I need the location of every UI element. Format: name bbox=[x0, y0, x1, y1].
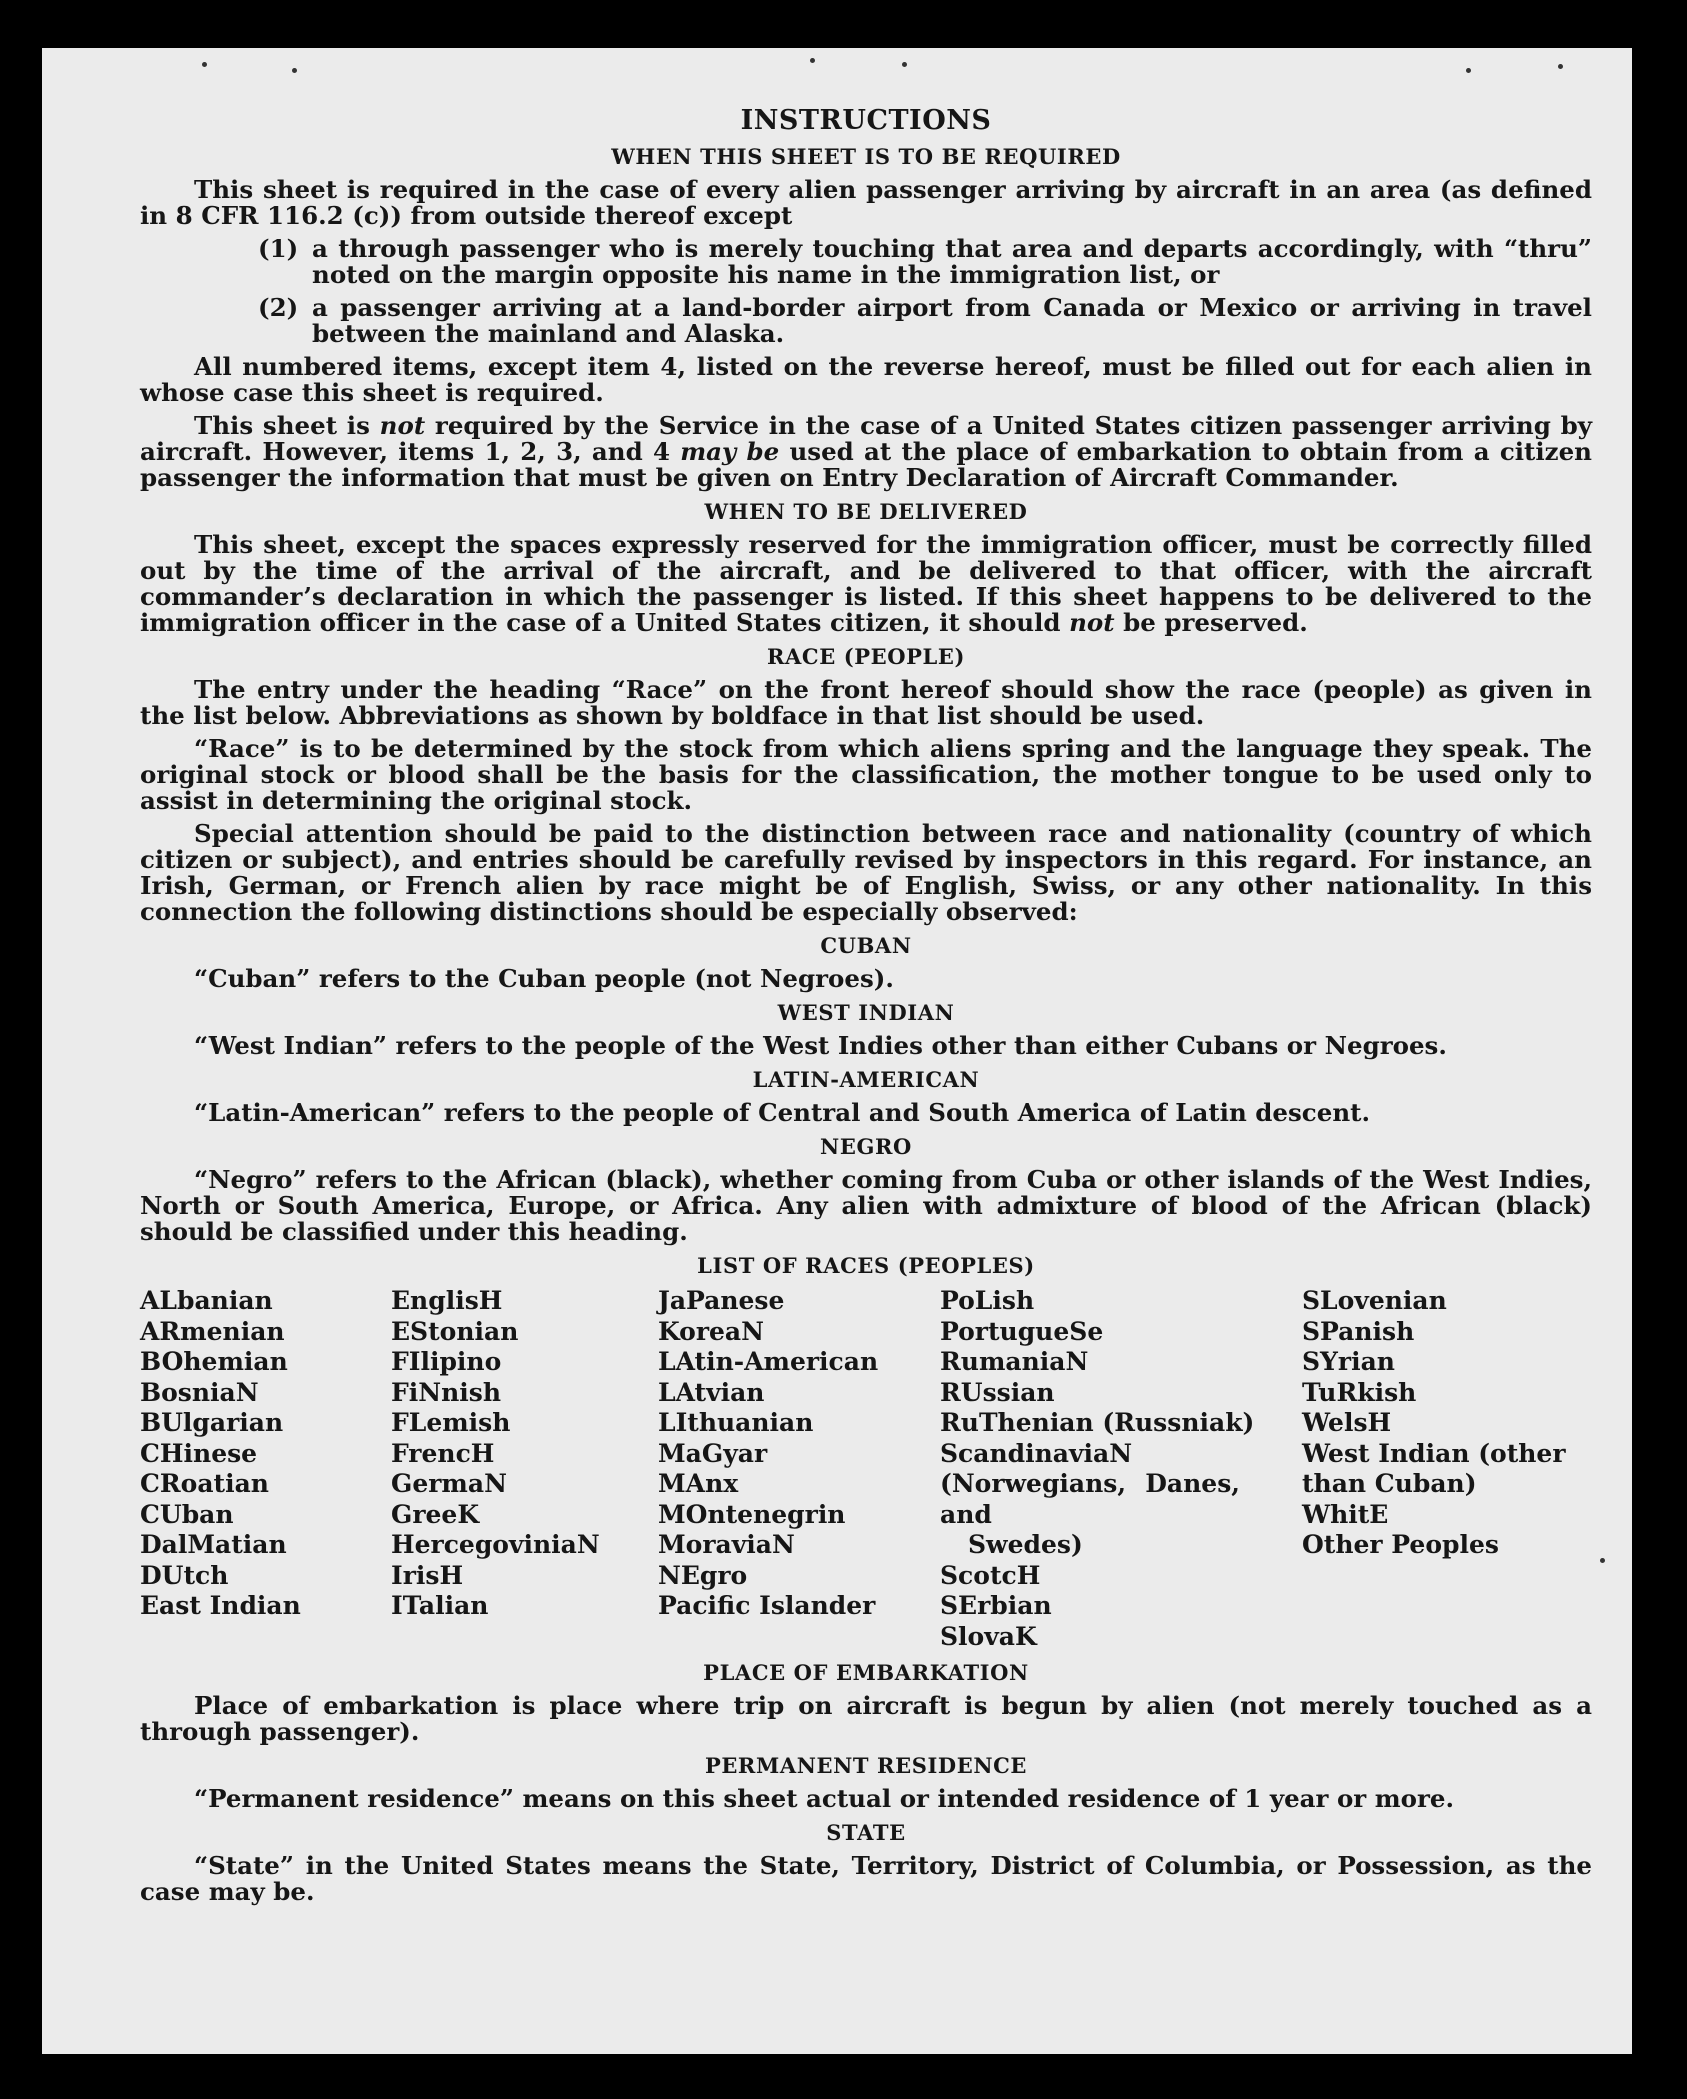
race-item: MoraviaN bbox=[658, 1530, 795, 1559]
heading-when-delivered: WHEN TO BE DELIVERED bbox=[704, 499, 1028, 524]
race-item: SYrian bbox=[1302, 1347, 1395, 1376]
scan-speck bbox=[810, 58, 815, 63]
race-item: BOhemian bbox=[140, 1347, 288, 1376]
race-item: SLovenian bbox=[1302, 1286, 1447, 1315]
latin-american-definition: “Latin-American” refers to the people of Central and South America of Latin descent. bbox=[194, 1098, 1370, 1127]
race-paragraph-1: The entry under the heading “Race” on the front hereof should show the race (people) as given in the list below. Abbreviations as shown by boldface in that list should be used. bbox=[140, 675, 1592, 730]
list-text: a passenger arriving at a land-border airport from Canada or Mexico or arriving in travel between the mainland and Alaska. bbox=[312, 293, 1592, 348]
race-item: DUtch bbox=[140, 1560, 229, 1590]
race-item: SErbian bbox=[940, 1591, 1052, 1620]
race-item: LIthuanian bbox=[658, 1408, 814, 1437]
race-item: ScandinaviaN (Norwegians, Danes, and bbox=[940, 1438, 1240, 1529]
instructions-content bbox=[140, 106, 1592, 1912]
list-number: (1) bbox=[258, 234, 299, 263]
races-group bbox=[1302, 1500, 1592, 1561]
scan-speck bbox=[902, 62, 907, 67]
race-item: IrisH bbox=[391, 1560, 464, 1590]
heading-negro: NEGRO bbox=[820, 1134, 912, 1159]
heading-state: STATE bbox=[826, 1820, 906, 1845]
races-list bbox=[140, 1286, 1592, 1652]
race-item: NEgro bbox=[658, 1560, 748, 1590]
race-item: MaGyar bbox=[658, 1438, 768, 1468]
race-item: EnglisH bbox=[391, 1286, 503, 1315]
race-item: GreeK bbox=[391, 1499, 480, 1529]
races-column-1 bbox=[140, 1286, 391, 1652]
heading-latin-american: LATIN-AMERICAN bbox=[752, 1067, 980, 1092]
scan-speck bbox=[1600, 1558, 1605, 1563]
heading-cuban: CUBAN bbox=[820, 933, 912, 958]
race-item: LAtin-American bbox=[658, 1347, 879, 1376]
heading-place-of-embarkation: PLACE OF EMBARKATION bbox=[703, 1660, 1029, 1685]
race-item: West Indian (other bbox=[1302, 1438, 1566, 1468]
race-item: ITalian bbox=[391, 1591, 489, 1620]
race-item: EStonian bbox=[391, 1316, 519, 1346]
document-page bbox=[42, 48, 1632, 2054]
race-item: TuRkish bbox=[1302, 1377, 1417, 1407]
races-column-4 bbox=[940, 1286, 1302, 1652]
race-item: KoreaN bbox=[658, 1316, 764, 1346]
race-item: DalMatian bbox=[140, 1530, 287, 1559]
exception-item-1 bbox=[140, 236, 1592, 288]
race-item: CHinese bbox=[140, 1438, 258, 1468]
citizen-paragraph: This sheet is not required by the Service in the case of a United States citizen passenger arriving by aircraft. However, items 1, 2, 3, and 4 may be used at the place of embarkation to obtain from a citizen passenger the information that must be given on Entry Declaration of Aircraft Commander. bbox=[140, 411, 1592, 492]
page-title: INSTRUCTIONS bbox=[740, 105, 992, 136]
when-required-intro: This sheet is required in the case of every alien passenger arriving by aircraft in an area (as defined in 8 CFR 116.2 (c)) from outside thereof except bbox=[140, 175, 1592, 230]
race-paragraph-2: “Race” is to be determined by the stock from which aliens spring and the language they speak. The original stock or blood shall be the basis for the classification, the mother tongue to be used only to assist in determining the original stock. bbox=[140, 734, 1592, 815]
race-item: ALbanian bbox=[140, 1286, 273, 1315]
heading-list-of-races: LIST OF RACES (PEOPLES) bbox=[697, 1253, 1035, 1278]
race-item: CUban bbox=[140, 1499, 234, 1529]
race-item: SPanish bbox=[1302, 1316, 1415, 1346]
race-item: MAnx bbox=[658, 1469, 739, 1498]
exception-item-2 bbox=[140, 295, 1592, 347]
race-item: FrencH bbox=[391, 1438, 495, 1468]
list-text: a through passenger who is merely touching that area and departs accordingly, with “thru” noted on the margin opposite his name in the immigration list, or bbox=[312, 234, 1592, 289]
heading-west-indian: WEST INDIAN bbox=[777, 1000, 955, 1025]
race-item: East Indian bbox=[140, 1591, 301, 1620]
residence-definition: “Permanent residence” means on this sheet actual or intended residence of 1 year or more. bbox=[194, 1784, 1455, 1813]
scan-speck bbox=[292, 68, 297, 73]
race-item: GermaN bbox=[391, 1469, 507, 1498]
race-item: HercegoviniaN bbox=[391, 1530, 600, 1559]
race-item: CRoatian bbox=[140, 1469, 269, 1498]
races-column-5 bbox=[1302, 1286, 1592, 1652]
race-item: ARmenian bbox=[140, 1316, 285, 1346]
negro-definition: “Negro” refers to the African (black), whether coming from Cuba or other islands of the West Indies, North or South America, Europe, or Africa. Any alien with admixture of blood of the African (black) should be classified under this heading. bbox=[140, 1165, 1592, 1246]
race-item-continuation: Swedes) bbox=[968, 1530, 1083, 1559]
race-item: JaPanese bbox=[658, 1286, 785, 1315]
races-group bbox=[940, 1286, 1302, 1439]
race-item: WelsH bbox=[1302, 1408, 1392, 1437]
scan-speck bbox=[1466, 68, 1471, 73]
embarkation-definition: Place of embarkation is place where trip on aircraft is begun by alien (not merely touched as a through passenger). bbox=[140, 1691, 1592, 1746]
race-item: BUlgarian bbox=[140, 1408, 284, 1437]
race-paragraph-3: Special attention should be paid to the distinction between race and nationality (country of which citizen or subject), and entries should be carefully revised by inspectors in this regard. For instance, an Irish, German, or French alien by race might be of English, Swiss, or any other nationality. In this connection the following distinctions should be especially observed: bbox=[140, 819, 1592, 926]
races-column-2 bbox=[391, 1286, 658, 1652]
race-item-continuation: than Cuban) bbox=[1302, 1469, 1477, 1498]
scan-speck bbox=[202, 62, 207, 67]
heading-race: RACE (PEOPLE) bbox=[766, 644, 966, 669]
race-item: RumaniaN bbox=[940, 1347, 1089, 1376]
races-group bbox=[1302, 1286, 1592, 1439]
race-item: ScotcH bbox=[940, 1560, 1041, 1590]
race-item: WhitE bbox=[1302, 1499, 1389, 1529]
when-delivered-paragraph: This sheet, except the spaces expressly reserved for the immigration officer, must be correctly filled out by the time of the arrival of the aircraft, and be delivered to that officer, with the aircraft commander’s declaration in which the passenger is listed. If this sheet happens to be delivered to the immigration officer in the case of a United States citizen, it should not be preserved. bbox=[140, 530, 1592, 637]
race-item: FiNnish bbox=[391, 1377, 502, 1407]
race-item: BosniaN bbox=[140, 1377, 259, 1407]
race-item: PoLish bbox=[940, 1286, 1035, 1315]
race-item: Other Peoples bbox=[1302, 1530, 1499, 1559]
state-definition: “State” in the United States means the State, Territory, District of Columbia, or Possession, as the case may be. bbox=[140, 1851, 1592, 1906]
race-item: FIlipino bbox=[391, 1347, 502, 1376]
race-item: RuThenian (Russniak) bbox=[940, 1408, 1255, 1437]
list-number: (2) bbox=[258, 293, 299, 322]
west-indian-definition: “West Indian” refers to the people of the West Indies other than either Cubans or Negroes. bbox=[194, 1031, 1447, 1060]
scan-speck bbox=[1558, 64, 1563, 69]
races-group bbox=[940, 1561, 1302, 1653]
race-item: RUssian bbox=[940, 1377, 1055, 1407]
heading-permanent-residence: PERMANENT RESIDENCE bbox=[704, 1753, 1028, 1778]
race-item: Pacific Islander bbox=[658, 1591, 876, 1620]
cuban-definition: “Cuban” refers to the Cuban people (not Negroes). bbox=[194, 964, 894, 993]
race-item: MOntenegrin bbox=[658, 1499, 846, 1529]
race-item: PortugueSe bbox=[940, 1316, 1104, 1346]
race-item: SlovaK bbox=[940, 1621, 1037, 1651]
heading-when-required: WHEN THIS SHEET IS TO BE REQUIRED bbox=[611, 144, 1121, 169]
race-item: LAtvian bbox=[658, 1377, 765, 1407]
numbered-items-paragraph: All numbered items, except item 4, listed on the reverse hereof, must be filled out for each alien in whose case this sheet is required. bbox=[140, 352, 1592, 407]
race-item: FLemish bbox=[391, 1408, 511, 1437]
races-column-3 bbox=[658, 1286, 940, 1652]
